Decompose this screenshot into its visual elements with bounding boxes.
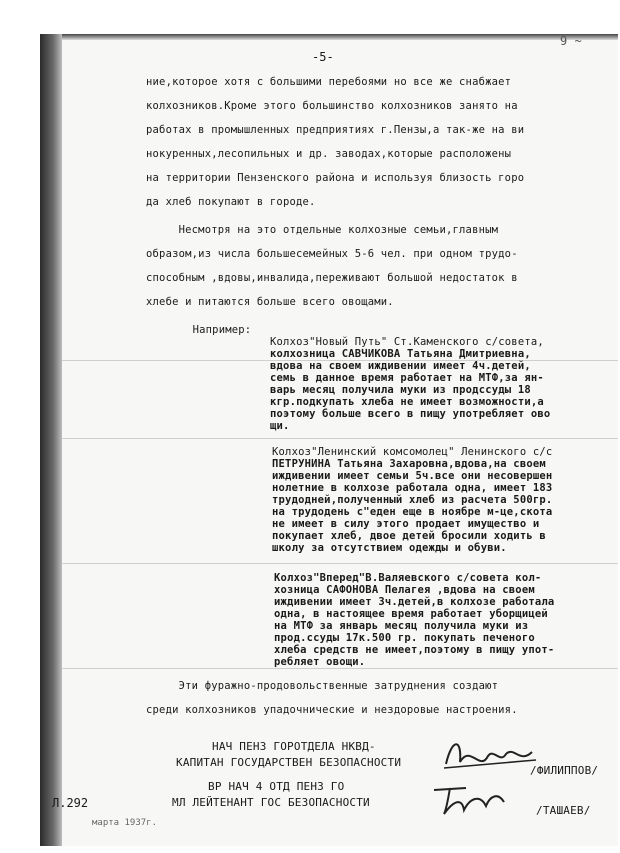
text-line: среди колхозников упадочнические и нездоровые настроения. bbox=[146, 704, 518, 716]
text-line: ние,которое хотя с большими перебоями но все же снабжает bbox=[146, 76, 512, 88]
text-line: Колхоз"Вперед"В.Валяевского с/совета кол- bbox=[274, 572, 542, 584]
text-line: образом,из числа большесемейных 5-6 чел. при одном трудо- bbox=[146, 248, 518, 260]
text-line: нокуренных,лесопильных и др. заводах,которые расположены bbox=[146, 148, 512, 160]
ruling-line bbox=[62, 563, 618, 564]
text-line: щи. bbox=[270, 420, 290, 432]
text-line: трудодней,полученный хлеб из расчета 500гр. bbox=[272, 494, 553, 506]
text-line: нолетние в колхозе работала одна, имеет 183 bbox=[272, 482, 553, 494]
corner-mark: 9 ~ bbox=[560, 34, 582, 48]
text-line: Например: bbox=[160, 324, 252, 336]
text-line: кгр.подкупать хлеба не имеет возможности,а bbox=[270, 396, 544, 408]
signature2-name: /ТАШАЕВ/ bbox=[536, 804, 591, 817]
signature2-title: ВР НАЧ 4 ОТД ПЕНЗ ГО bbox=[208, 780, 345, 793]
text-line: семь в данное время работает на МТФ,за ян- bbox=[270, 372, 544, 384]
text-line: Несмотря на это отдельные колхозные семьи,главным bbox=[146, 224, 499, 236]
ruling-line bbox=[62, 438, 618, 439]
signature1-handwriting bbox=[440, 734, 540, 778]
text-line: колхозница САВЧИКОВА Татьяна Дмитриевна, bbox=[270, 348, 531, 360]
text-line: прод.ссуды 17к.500 гр. покупать печеного bbox=[274, 632, 535, 644]
archive-number: Л.292 bbox=[52, 796, 89, 810]
text-line: на МТФ за январь месяц получила муки из bbox=[274, 620, 529, 632]
scan-binding-edge bbox=[40, 34, 62, 846]
text-line: иждивении имеет семьи 5ч.все они несовершен bbox=[272, 470, 553, 482]
text-line: на территории Пензенского района и используя близость горо bbox=[146, 172, 525, 184]
text-line: ПЕТРУНИНА Татьяна Захаровна,вдова,на своем bbox=[272, 458, 546, 470]
signature2-handwriting bbox=[430, 780, 510, 820]
text-line: Колхоз"Ленинский комсомолец" Ленинского с/с bbox=[272, 446, 553, 458]
scan-top-edge bbox=[40, 34, 618, 40]
text-line: школу за отсутствием одежды и обуви. bbox=[272, 542, 507, 554]
text-line: да хлеб покупают в городе. bbox=[146, 196, 316, 208]
text-line: покупает хлеб, двое детей бросили ходить в bbox=[272, 530, 546, 542]
text-line: не имеет в силу этого продает имущество и bbox=[272, 518, 540, 530]
page-number: -5- bbox=[312, 50, 334, 64]
text-line: работах в промышленных предприятиях г.Пензы,а так-же на ви bbox=[146, 124, 525, 136]
text-line: способным ,вдовы,инвалида,переживают большой недостаток в bbox=[146, 272, 518, 284]
text-line: колхозников.Кроме этого большинство колхозников занято на bbox=[146, 100, 518, 112]
text-line: хлеба средств не имеет,поэтому в пищу упот- bbox=[274, 644, 555, 656]
text-line: Колхоз"Новый Путь" Ст.Каменского с/совета, bbox=[270, 336, 544, 348]
signature1-title: НАЧ ПЕНЗ ГОРОТДЕЛА НКВД- bbox=[212, 740, 376, 753]
text-line: Эти фуражно-продовольственные затруднения создают bbox=[146, 680, 499, 692]
text-line: хозница САФОНОВА Пелагея ,вдова на своем bbox=[274, 584, 535, 596]
text-line: одна, в настоящее время работает уборщицей bbox=[274, 608, 548, 620]
text-line: иждивении имеет 3ч.детей,в колхозе работала bbox=[274, 596, 555, 608]
text-line: варь месяц получила муки из продссуды 18 bbox=[270, 384, 531, 396]
signature2-rank: МЛ ЛЕЙТЕНАНТ ГОС БЕЗОПАСНОСТИ bbox=[172, 796, 370, 809]
text-line: хлебе и питаются больше всего овощами. bbox=[146, 296, 394, 308]
text-line: вдова на своем иждивении имеет 4ч.детей, bbox=[270, 360, 531, 372]
text-line: поэтому больше всего в пищу употребляет ово bbox=[270, 408, 551, 420]
text-line: ребляет овощи. bbox=[274, 656, 366, 668]
archive-note: марта 1937г. bbox=[92, 818, 158, 828]
signature1-name: /ФИЛИППОВ/ bbox=[530, 764, 599, 777]
text-line: на трудодень с"еден еще в ноябре м-це,скота bbox=[272, 506, 553, 518]
signature1-rank: КАПИТАН ГОСУДАРСТВЕН БЕЗОПАСНОСТИ bbox=[176, 756, 402, 769]
